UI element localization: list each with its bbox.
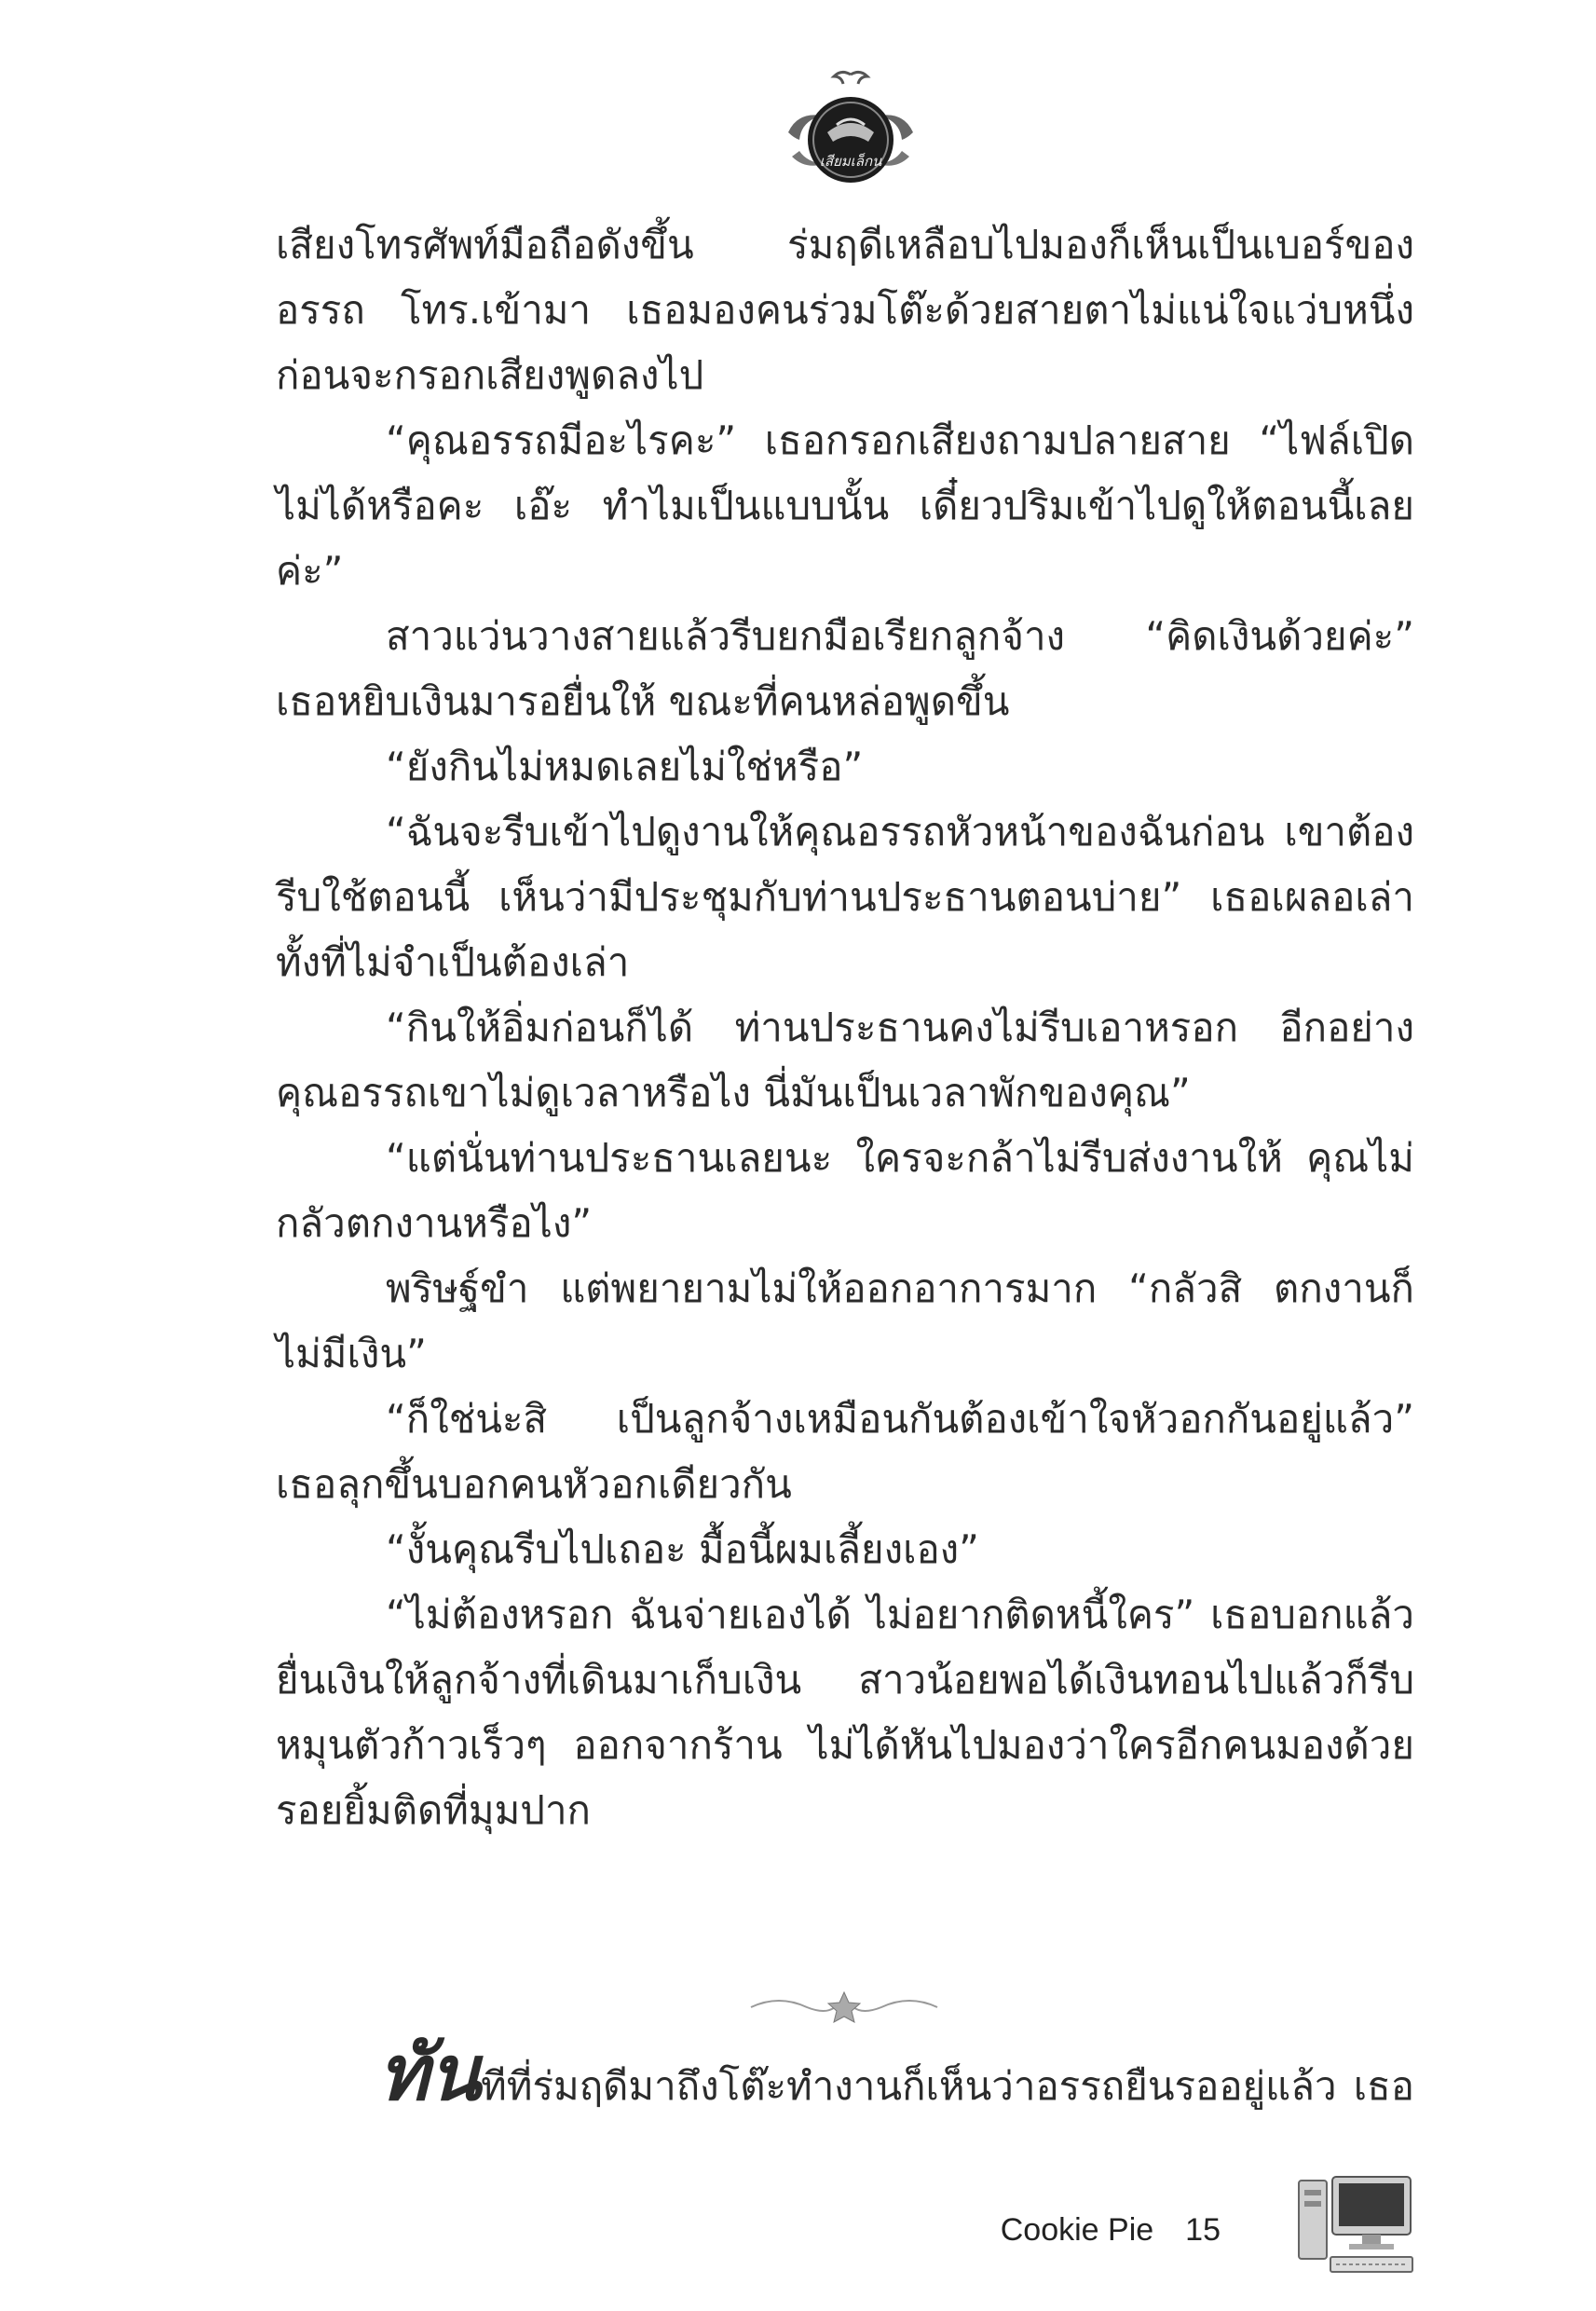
- paragraph: “ยังกินไม่หมดเลยไม่ใช่หรือ”: [386, 744, 864, 789]
- paragraph: “ก็ใช่น่ะสิ เป็นลูกจ้างเหมือนกันต้องเข้าใจหัวอกกันอยู่แล้ว” เธอลุกขึ้นบอกคนหัวอกเดียวกัน: [276, 1396, 1414, 1507]
- section-start-text: ทีที่ร่มฤดีมาถึงโต๊ะทำงานก็เห็นว่าอรรถยืนรออยู่แล้ว เธอ: [481, 2063, 1414, 2109]
- page-footer: [1000, 2171, 1416, 2283]
- computer-icon: [1295, 2171, 1416, 2279]
- paragraph: “งั้นคุณรีบไปเถอะ มื้อนี้ผมเลี้ยงเอง”: [386, 1526, 979, 1572]
- ornament-logo-icon: [771, 67, 930, 198]
- paragraph: “คุณอรรถมีอะไรคะ” เธอกรอกเสียงถามปลายสาย “ไฟล์เปิดไม่ได้หรือคะ เอ๊ะ ทำไมเป็นแบบนั้น เดี๋ยวปริมเข้าไปดูให้ตอนนี้เลยค่ะ”: [276, 417, 1414, 594]
- paragraph: “กินให้อิ่มก่อนก็ได้ ท่านประธานคงไม่รีบเอาหรอก อีกอย่างคุณอรรถเขาไม่ดูเวลาหรือไง นี่มันเป็นเวลาพักของคุณ”: [276, 1005, 1414, 1115]
- paragraph: พริษฐ์ขำ แต่พยายามไม่ให้ออกอาการมาก “กลัวสิ ตกงานก็ไม่มีเงิน”: [276, 1265, 1414, 1376]
- book-title: Cookie Pie: [1000, 2212, 1154, 2248]
- floral-divider-icon: [742, 1983, 947, 2030]
- footer-text: [1001, 2212, 1221, 2249]
- section-start-paragraph: [276, 2030, 1414, 2121]
- paragraph: “ไม่ต้องหรอก ฉันจ่ายเองได้ ไม่อยากติดหนี้ใคร” เธอบอกแล้วยื่นเงินให้ลูกจ้างที่เดินมาเก็บเงิน สาวน้อยพอได้เงินทอนไปแล้วก็รีบหมุนตัวก้าวเร็วๆ ออกจากร้าน ไม่ได้หันไปมองว่าใครอีกคนมองด้วยรอยยิ้มติดที่มุมปาก: [276, 1592, 1414, 1833]
- body-text: [276, 212, 1414, 1843]
- logo-text: เสียมเล็กน: [819, 153, 882, 170]
- paragraph: “แต่นั่นท่านประธานเลยนะ ใครจะกล้าไม่รีบส่งงานให้ คุณไม่กลัวตกงานหรือไง”: [276, 1135, 1414, 1246]
- paragraph: “ฉันจะรีบเข้าไปดูงานให้คุณอรรถหัวหน้าของฉันก่อน เขาต้องรีบใช้ตอนนี้ เห็นว่ามีประชุมกับท่านประธานตอนบ่าย” เธอเผลอเล่าทั้งที่ไม่จำเป็นต้องเล่า: [276, 809, 1414, 985]
- page-number: 15: [1185, 2212, 1221, 2248]
- paragraph: สาวแว่นวางสายแล้วรีบยกมือเรียกลูกจ้าง “คิดเงินด้วยค่ะ” เธอหยิบเงินมารอยื่นให้ ขณะที่คนหล่อพูดขึ้น: [276, 613, 1414, 724]
- paragraph: เสียงโทรศัพท์มือถือดังขึ้น ร่มฤดีเหลือบไปมองก็เห็นเป็นเบอร์ของอรรถ โทร.เข้ามา เธอมองคนร่วมโต๊ะด้วยสายตาไม่แน่ใจแว่บหนึ่งก่อนจะกรอกเสียงพูดลงไป: [276, 222, 1414, 398]
- drop-cap-word: ทัน: [378, 2030, 482, 2118]
